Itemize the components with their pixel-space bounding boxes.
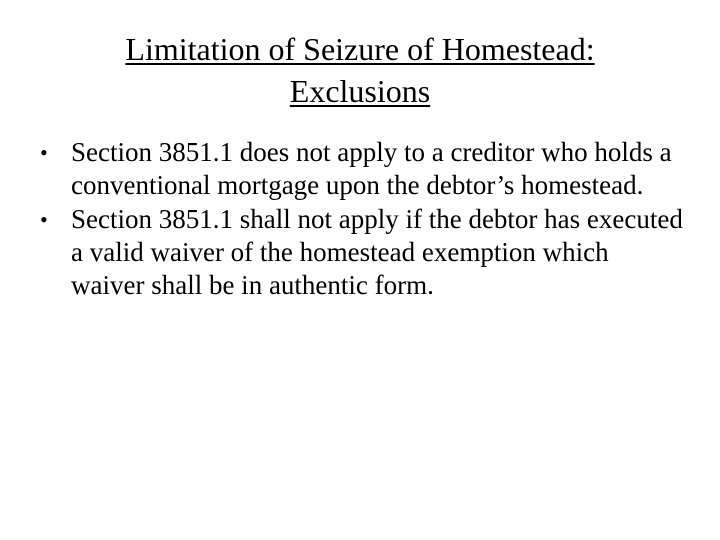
- bullet-marker: •: [40, 140, 48, 165]
- bullet-item-mortgage-exclusion: [36, 136, 686, 202]
- bullet-text: Section 3851.1 shall not apply if the debtor has executed a valid waiver of the homestead exemption which waiver shall be in authentic form.: [71, 204, 683, 300]
- slide-title-line-1: Limitation of Seizure of Homestead:: [125, 31, 595, 67]
- bullet-item-waiver-exclusion: [36, 203, 686, 302]
- bullet-marker: •: [40, 207, 48, 232]
- slide-title-line-2: Exclusions: [289, 73, 431, 109]
- bullet-text: Section 3851.1 does not apply to a creditor who holds a conventional mortgage upon the debtor’s homestead.: [71, 137, 672, 200]
- bullet-list: [36, 136, 686, 303]
- slide-title: [40, 28, 680, 112]
